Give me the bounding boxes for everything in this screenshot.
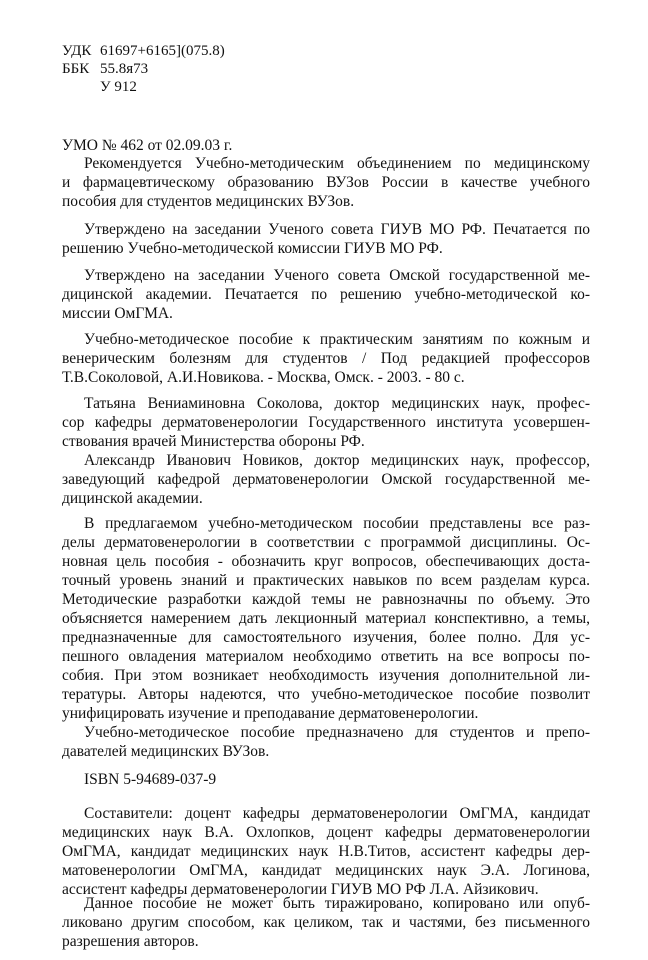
udk-label: УДК [62,43,92,59]
bbk-value: 55.8я73 [100,61,149,77]
author-novikov: Александр Иванович Новиков, доктор медицинских наук, профессор, [84,452,590,469]
umo-line: УМО № 462 от 02.09.03 г. [62,137,233,154]
copyright-notice: Данное пособие не может быть тиражировано, копировано или опуб- ликовано другим способом, как целиком, так и частями, без письменного разрешения авторов. [62,895,590,950]
bbk-row [62,60,225,78]
udk-value: 61697+6165](075.8) [100,43,225,59]
classification-codes [62,42,225,96]
udk-row [62,42,225,60]
bibliographic-citation: Учебно-методическое пособие к практическим занятиям по кожным и венерическим болезням для студентов / Под редакцией профессоров Т.В.Соколовой, А.И.Новикова. - Москва, Омск. - 2003. - 80 с. [62,331,590,386]
author-mark-row [62,78,225,96]
author-sokolova: Татьяна Вениаминовна Соколова, доктор медицинских наук, профес- [84,395,590,412]
author-mark: У 912 [100,79,137,95]
approval-giuv-paragraph: Утверждено на заседании Ученого совета ГИУВ МО РФ. Печатается по решению Учебно-методической комиссии ГИУВ МО РФ. [62,221,590,257]
compilers-paragraph: Составители: доцент кафедры дерматовенерологии ОмГМА, кандидат медицинских наук В.А. Охлопков, доцент кафедры дерматовенерологии ОмГМА, кандидат медицинских наук Н.В.Титов, ассистент кафедры дер- матовенерологии ОмГМА, кандидат медицинских наук Э.А. Логинова, ассистент кафедры дерматовенерологии ГИУВ МО РФ Л.А. Айзикович. [62,805,590,898]
bbk-label: ББК [62,61,90,77]
isbn-line: ISBN 5-94689-037-9 [84,771,217,788]
authors-section: Татьяна Вениаминовна Соколова, доктор медицинских наук, профес- сор кафедры дерматовенерологии Государственного института усовершен- ствования врачей Министерства обороны РФ. Александр Иванович Новиков, доктор медицинских наук, профессор, заведующий кафедрой дерматовенерологии Омской государственной ме- дицинской академии. [62,395,590,507]
approval-omgma-paragraph: Утверждено на заседании Ученого совета Омской государственной ме- дицинской академии. Печатается по решению учебно-методической ко- миссии ОмГМА. [62,267,590,322]
recommendation-paragraph: Рекомендуется Учебно-методическим объединением по медицинскому и фармацевтическому образованию ВУЗов России в качестве учебного пособия для студентов медицинских ВУЗов. [62,155,590,210]
abstract-paragraph: В предлагаемом учебно-методическом пособии представлены все раз- делы дерматовенерологии в соответствии с программой дисциплины. Ос- новная цель пособия - обозначить круг вопросов, обеспечивающих доста- точный уровень знаний и практических навыков по всем разделам курса. Методические разработки каждой темы не равнозначны по объему. Это объясняется намерением дать лекционный материал конспективно, а темы, предназначенные для самостоятельного изучения, более полно. Для ус- пешного овладения материалом необходимо ответить на все вопросы по- собия. При этом возникает необходимость изучения дополнительной ли- тературы. Авторы надеются, что учебно-методическое пособие позволит унифицировать изучение и преподавание дерматовенерологии. Учебно-методическое пособие предназначено для студентов и препо- давателей медицинских ВУЗов. [62,515,590,760]
